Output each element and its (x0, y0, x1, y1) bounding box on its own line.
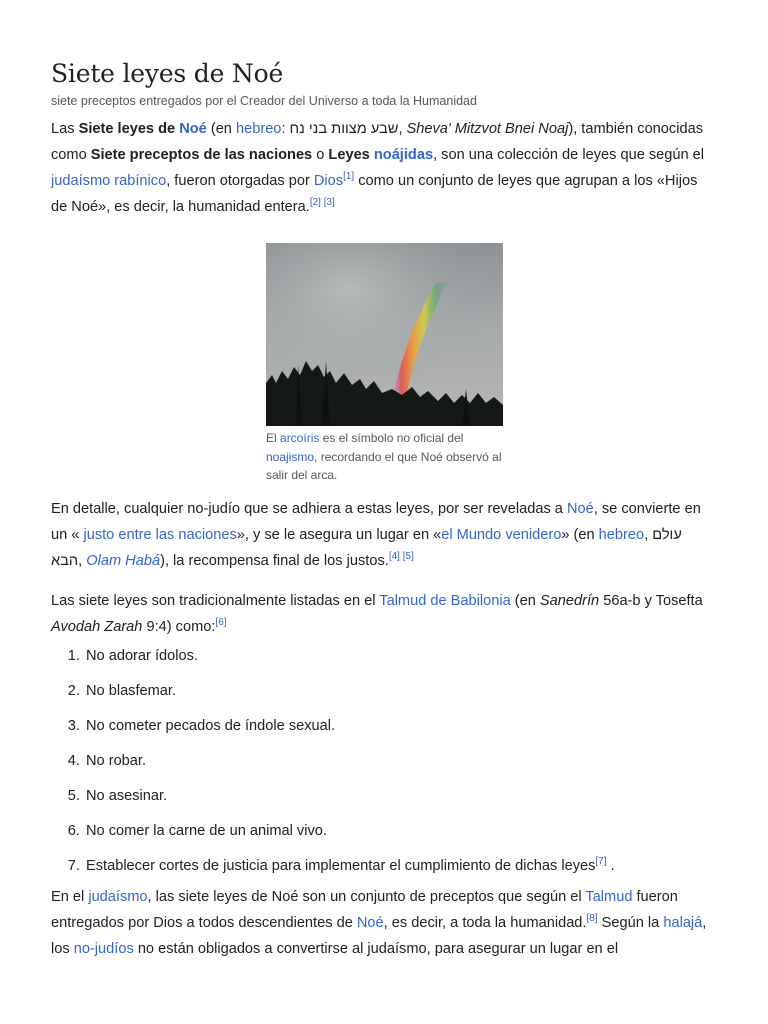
laws-list (51, 646, 717, 876)
list-item: 1. No adorar ídolos. (84, 646, 717, 666)
link-judaismo-rabinico[interactable]: judaísmo rabínico (51, 173, 167, 189)
list-item: 4. No robar. (84, 751, 717, 771)
text: o (312, 147, 329, 163)
link-hebreo[interactable]: hebreo (598, 527, 645, 543)
text: no están obligados a convertirse al judaísmo, para asegurar un lugar en el (133, 941, 619, 957)
article (51, 56, 717, 957)
link-judaismo[interactable]: judaísmo (88, 889, 148, 905)
text: En el (51, 889, 89, 905)
link-justo-entre-las-naciones[interactable]: justo entre las naciones (83, 527, 237, 543)
link-noe[interactable]: Noé (566, 501, 594, 517)
text: Según la (597, 915, 664, 931)
list-item (84, 856, 717, 876)
reference-7[interactable]: [7] (595, 856, 607, 867)
reference-4[interactable]: [4] (388, 551, 400, 562)
link-hebreo[interactable]: hebreo (235, 121, 282, 137)
text: como un conjunto de leyes que agrupan a los «Hijos de Noé», es decir, la humanidad entera. (51, 173, 698, 215)
link-no-judios[interactable]: no-judíos (73, 941, 134, 957)
reference-5[interactable]: [5] (402, 551, 414, 562)
bold-text: Leyes (328, 147, 374, 163)
judaism-paragraph (51, 884, 717, 962)
reference-6[interactable]: [6] (215, 617, 227, 628)
reference-3[interactable]: [3] (323, 197, 335, 208)
text: (en (510, 593, 540, 609)
link-noajismo[interactable]: noajismo (266, 449, 315, 464)
page-title: Siete leyes de Noé (51, 59, 284, 88)
text: : שבע מצוות בני נח, (281, 121, 407, 137)
text: En detalle, cualquier no-judío que se adhiera a estas leyes, por ser reveladas a (51, 501, 567, 517)
text: ), la recompensa final de los justos. (160, 553, 389, 569)
link-arcoiris[interactable]: arcoíris (280, 431, 320, 445)
rainbow-figure (266, 243, 503, 485)
article-body (51, 496, 717, 962)
text: », y se le asegura un lugar en « (236, 527, 442, 543)
link-talmud-de-babilonia[interactable]: Talmud de Babilonia (379, 593, 511, 609)
reference-2[interactable]: [2] (309, 197, 321, 208)
text: , se convierte en un « (51, 501, 701, 543)
reference-1[interactable]: [1] (343, 171, 355, 182)
link-noe[interactable]: Noé (356, 915, 384, 931)
text: Las (51, 121, 79, 137)
text: » (en (561, 527, 599, 543)
text: 9:4) como: (142, 619, 216, 635)
italic-text: Sanedrín (539, 593, 600, 609)
page-subtitle: siete preceptos entregados por el Creador del Universo a toda la Humanidad (51, 94, 477, 108)
text: , recordando el que Noé observó al salir del arca. (266, 449, 502, 482)
link-halaja[interactable]: halajá (663, 915, 703, 931)
list-item: 2. No blasfemar. (84, 681, 717, 701)
text: Las siete leyes son tradicionalmente listadas en el (51, 593, 380, 609)
text: 56a-b y Tosefta (599, 593, 703, 609)
link-noajidas[interactable]: noájidas (373, 147, 434, 163)
list-item: 6. No comer la carne de un animal vivo. (84, 821, 717, 841)
rainbow-photo[interactable] (266, 243, 503, 426)
reference-8[interactable]: [8] (586, 913, 598, 924)
intro-paragraph (51, 116, 717, 220)
text: , son una colección de leyes que según el (433, 147, 705, 163)
text: , es decir, a toda la humanidad. (383, 915, 587, 931)
link-dios[interactable]: Dios (313, 173, 344, 189)
link-olam-haba[interactable]: Olam Habá (86, 553, 161, 569)
italic-text: Sheva' Mitzvot Bnei Noaj (406, 121, 569, 137)
bold-text: Siete leyes de (78, 121, 180, 137)
text: (en (206, 121, 236, 137)
text: ), también conocidas como (51, 121, 703, 163)
link-noe[interactable]: Noé (179, 121, 207, 137)
list-item: 3. No cometer pecados de índole sexual. (84, 716, 717, 736)
text: , fueron otorgadas por (166, 173, 314, 189)
text: El (266, 431, 281, 445)
text: . (606, 858, 615, 874)
text: es el símbolo no oficial del (319, 431, 464, 445)
text: , las siete leyes de Noé son un conjunto de preceptos que según el (147, 889, 586, 905)
list-item: 5. No asesinar. (84, 786, 717, 806)
figure-caption (266, 429, 503, 485)
text: fueron entregados por Dios a todos descendientes de (51, 889, 678, 931)
bold-text: Siete preceptos de las naciones (90, 147, 313, 163)
text: , los (51, 915, 707, 957)
text: , עולם הבא, (51, 527, 682, 569)
text: Establecer cortes de justicia para implementar el cumplimiento de dichas leyes (86, 858, 596, 874)
link-mundo-venidero[interactable]: el Mundo venidero (441, 527, 562, 543)
listing-paragraph (51, 588, 717, 640)
detail-paragraph (51, 496, 717, 574)
link-talmud[interactable]: Talmud (585, 889, 633, 905)
italic-text: Avodah Zarah (51, 619, 143, 635)
